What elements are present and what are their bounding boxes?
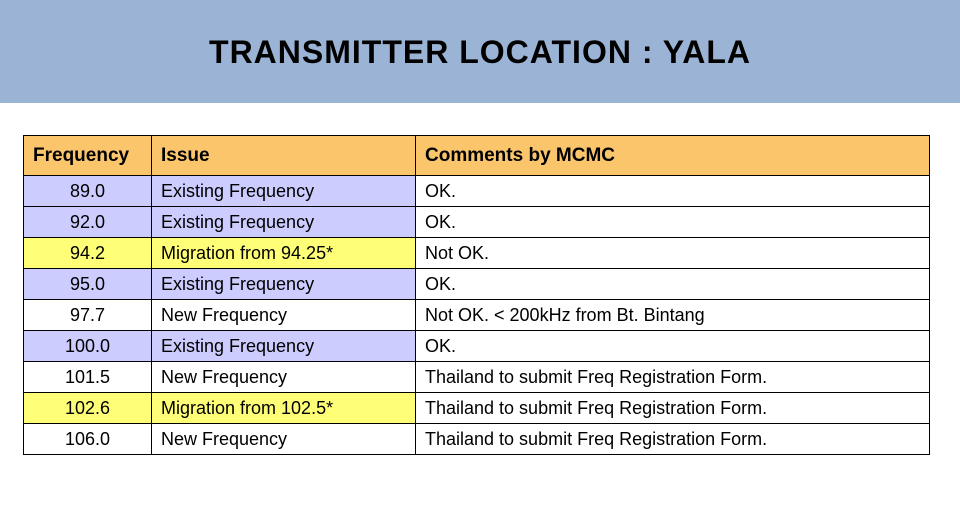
table-row [24, 362, 930, 393]
issue-cell: Migration from 94.25* [152, 238, 416, 269]
comment-cell: OK. [416, 176, 930, 207]
issue-cell: Existing Frequency [152, 331, 416, 362]
frequency-table [23, 135, 930, 455]
column-header-issue: Issue [152, 136, 416, 176]
issue-cell: New Frequency [152, 424, 416, 455]
comment-cell: Not OK. [416, 238, 930, 269]
column-header-frequency: Frequency [24, 136, 152, 176]
issue-cell: Existing Frequency [152, 176, 416, 207]
table-row [24, 207, 930, 238]
issue-cell: Existing Frequency [152, 269, 416, 300]
table-header-row [24, 136, 930, 176]
page-title: TRANSMITTER LOCATION : YALA [209, 34, 751, 70]
frequency-cell: 95.0 [24, 269, 152, 300]
comment-cell: Thailand to submit Freq Registration Form. [416, 424, 930, 455]
table-row [24, 424, 930, 455]
issue-cell: New Frequency [152, 362, 416, 393]
column-header-comments: Comments by MCMC [416, 136, 930, 176]
table-row [24, 393, 930, 424]
issue-cell: New Frequency [152, 300, 416, 331]
comment-cell: OK. [416, 207, 930, 238]
table-row [24, 300, 930, 331]
frequency-cell: 89.0 [24, 176, 152, 207]
table-row [24, 238, 930, 269]
frequency-cell: 94.2 [24, 238, 152, 269]
frequency-cell: 106.0 [24, 424, 152, 455]
issue-cell: Existing Frequency [152, 207, 416, 238]
frequency-cell: 100.0 [24, 331, 152, 362]
table-row [24, 331, 930, 362]
frequency-cell: 97.7 [24, 300, 152, 331]
frequency-cell: 102.6 [24, 393, 152, 424]
comment-cell: Thailand to submit Freq Registration Form. [416, 393, 930, 424]
comment-cell: OK. [416, 269, 930, 300]
frequency-cell: 101.5 [24, 362, 152, 393]
comment-cell: OK. [416, 331, 930, 362]
frequency-cell: 92.0 [24, 207, 152, 238]
issue-cell: Migration from 102.5* [152, 393, 416, 424]
table-row [24, 176, 930, 207]
table-row [24, 269, 930, 300]
comment-cell: Not OK. < 200kHz from Bt. Bintang [416, 300, 930, 331]
comment-cell: Thailand to submit Freq Registration Form. [416, 362, 930, 393]
